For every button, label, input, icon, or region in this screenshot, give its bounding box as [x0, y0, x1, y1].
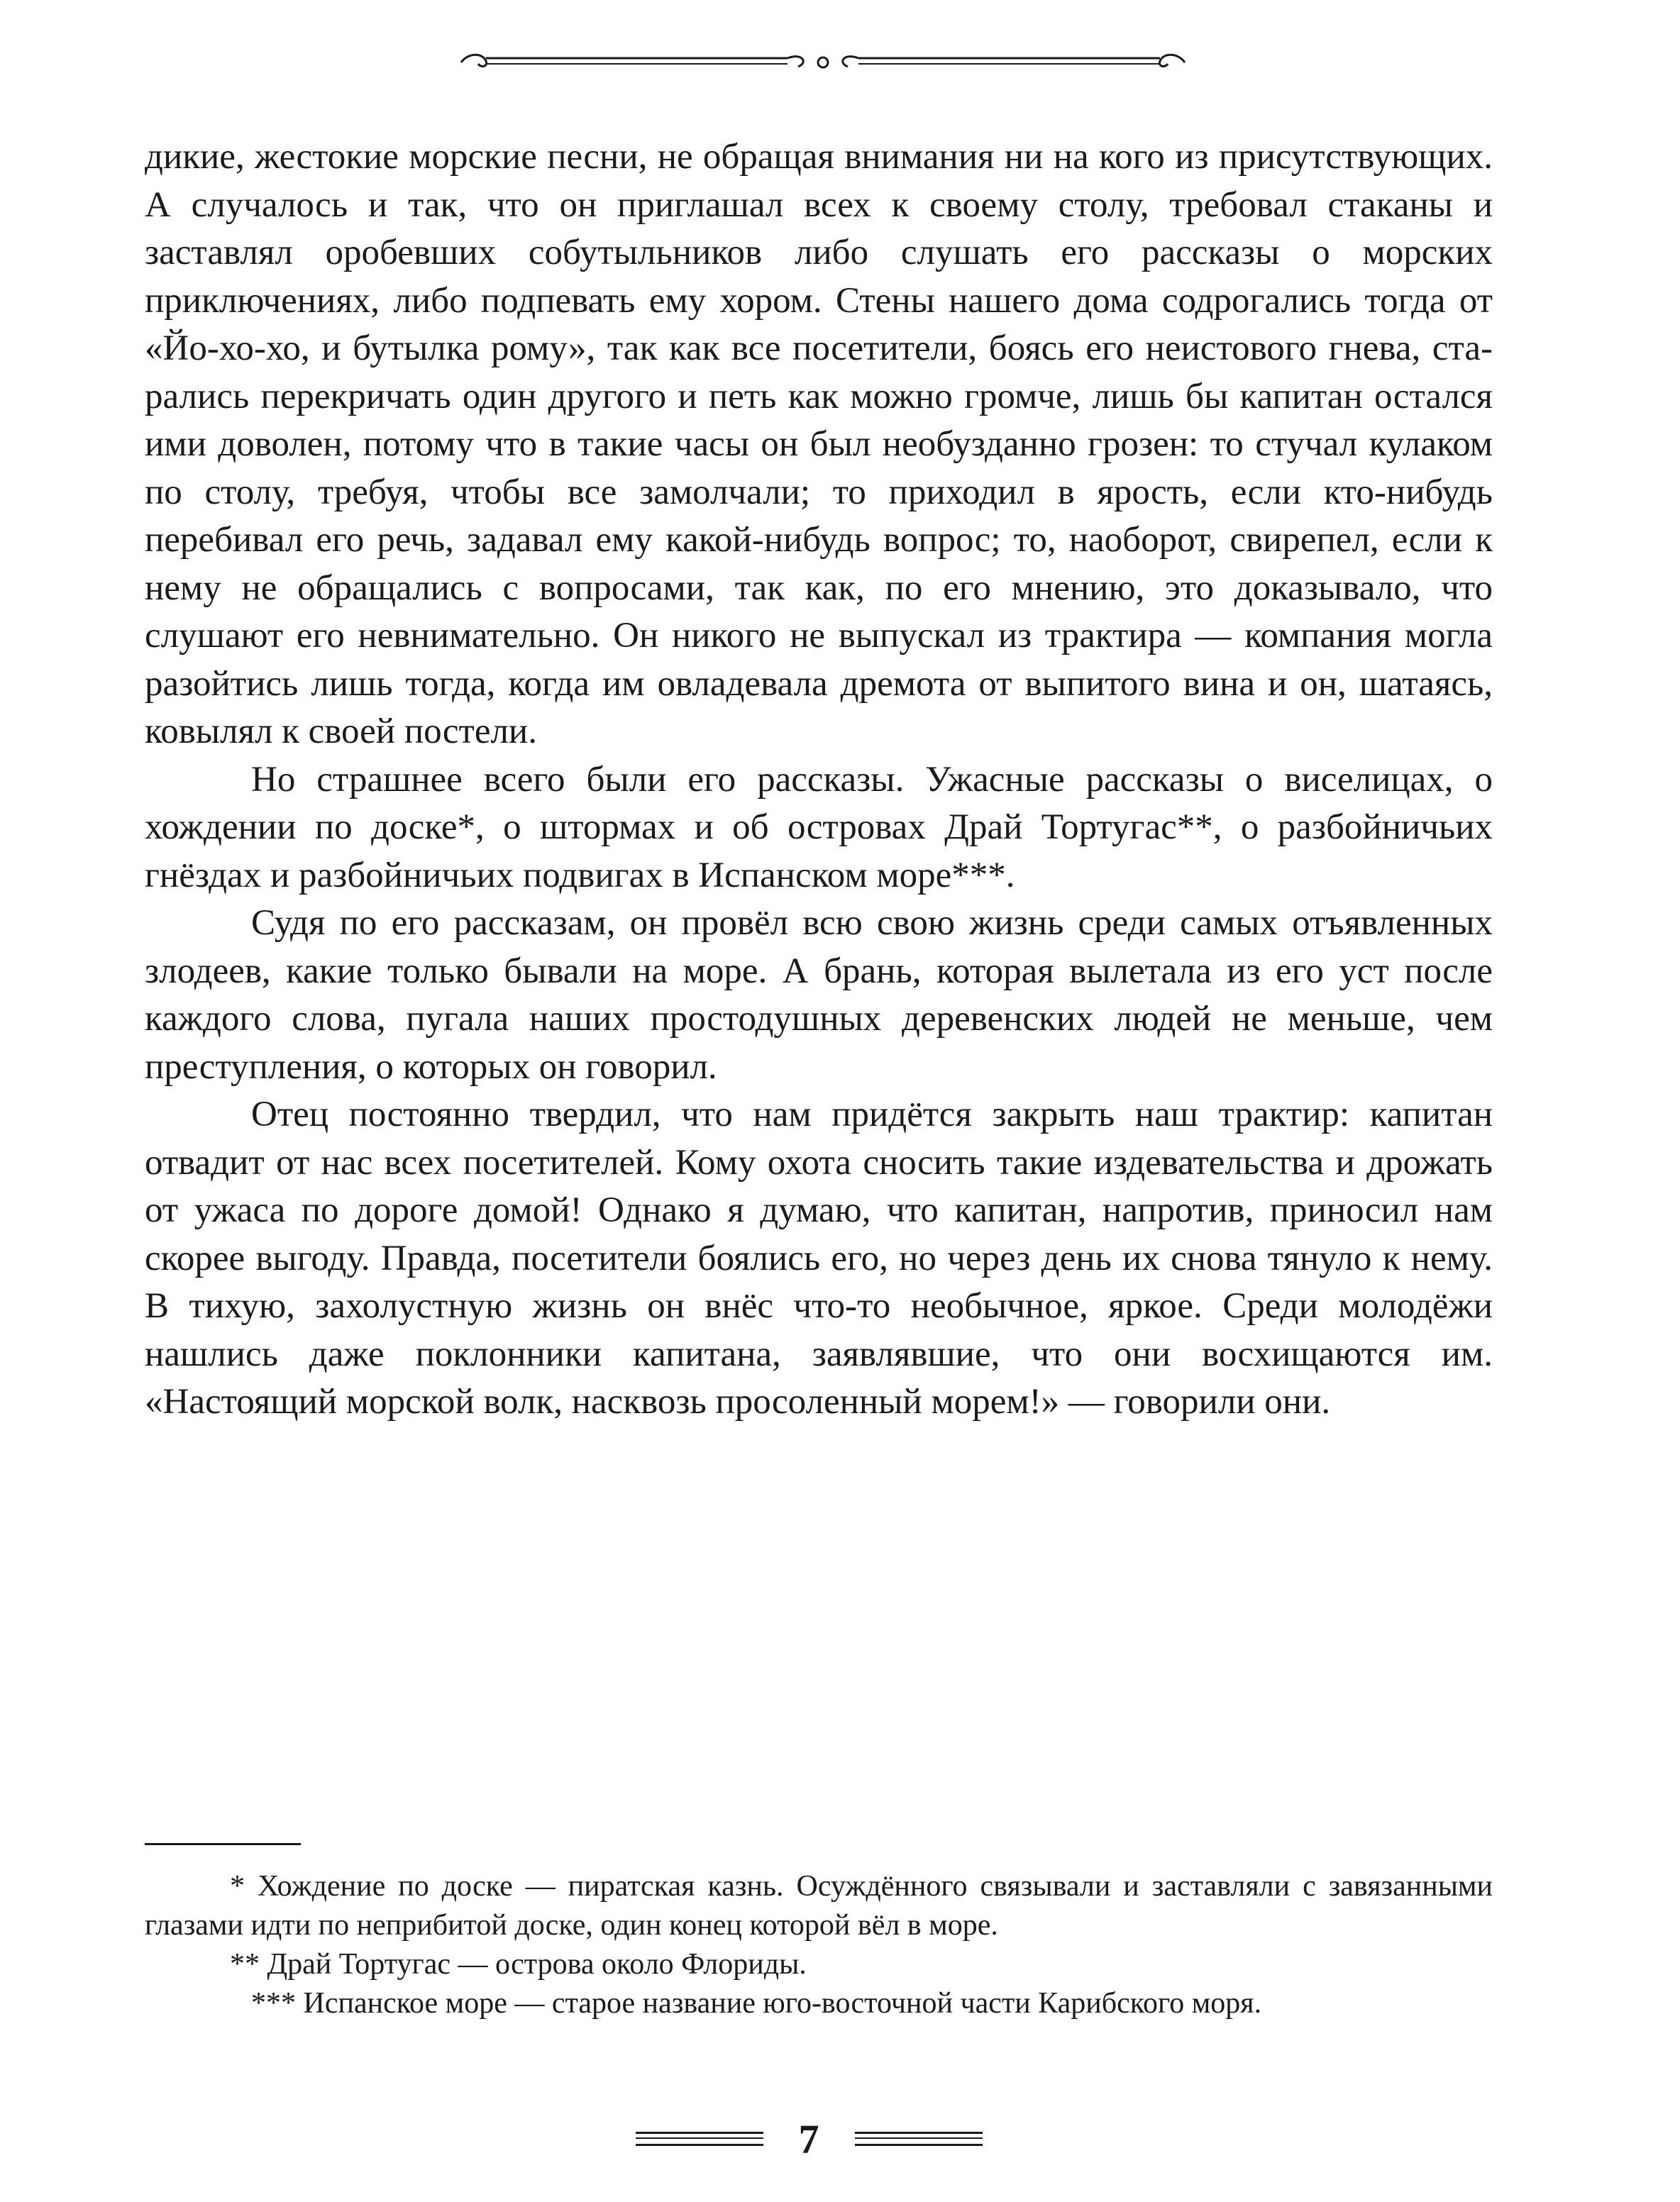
footnotes	[145, 1867, 1493, 2023]
page-footer	[610, 2110, 1007, 2167]
paragraph-3: Судя по его рассказам, он провёл всю свою жизнь среди самых отъявленных злодеев, какие только бывали на море. А брань, которая вылетала из его уст после каждого слова, пугала наших простодушных деревенских людей не меньше, чем преступления, о которых он говорил.	[145, 903, 1493, 1087]
footer-rule-right	[855, 2132, 983, 2146]
main-text	[145, 133, 1493, 1427]
paragraph-2: Но страшнее всего были его рассказы. Ужасные рассказы о виселицах, о хождении по доске*, о штормах и об островах Драй Тортугас**, о разбойничьих гнёздах и разбойничьих подвигах в Испанском море***.	[145, 759, 1493, 895]
footnote-1: * Хождение по доске — пиратская казнь. Осуждённого связывали и заставляли с завязанными глазами идти по неприбитой доске, один конец которой вёл в море.	[145, 1870, 1493, 1942]
footer-rule-left	[636, 2132, 763, 2146]
header-ornament	[454, 47, 1192, 75]
paragraph-4: Отец постоянно твердил, что нам придётся закрыть наш трактир: капитан отвадит от нас всех посетителей. Кому охота сносить такие издевательства и дрожать от ужаса по дороге домой! Однако я думаю, что капитан, напротив, приносил нам скорее выгоду. Правда, посетители боялись его, но через день их снова тянуло к нему. В тихую, захолустную жизнь он внёс что-то необычное, яркое. Среди молодёжи нашлись даже поклонники капитана, заявлявшие, что они восхищаются им. «Настоящий морской волк, насквозь просоленный морем!» — говорили они.	[145, 1095, 1493, 1422]
footnote-3: *** Испанское море — старое название юго-восточной части Карибского моря.	[251, 1987, 1262, 2020]
page-number: 7	[798, 2115, 819, 2162]
paragraph-1: дикие, жестокие морские песни, не обращая внимания ни на кого из присутствующих. А случалось и так, что он приглашал всех к своему столу, требовал стаканы и заставлял оробевших собутыльников либо слушать его рассказы о морских приключениях, либо подпевать ему хором. Стены нашего дома содрогались тогда от «Йо-хо-хо, и бутылка рому», так как все посетители, боясь его неистового гнева, старались перекричать один другого и петь как можно громче, лишь бы капитан остался ими доволен, потому что в такие часы он был необузданно грозен: то стучал кулаком по столу, требуя, чтобы все замолчали; то приходил в ярость, если кто-нибудь перебивал его речь, задавал ему какой-нибудь вопрос; то, наоборот, свирепел, если к нему не обращались с вопросами, так как, по его мнению, это доказывало, что слушают его невнимательно. Он никого не выпускал из трактира — компания могла разойтись лишь тогда, когда им овладевала дремота от выпитого вина и он, шатаясь, ковылял к своей постели.	[145, 137, 1493, 751]
footnote-divider	[145, 1843, 301, 1845]
footnote-2: ** Драй Тортугас — острова около Флориды.	[230, 1948, 807, 1981]
